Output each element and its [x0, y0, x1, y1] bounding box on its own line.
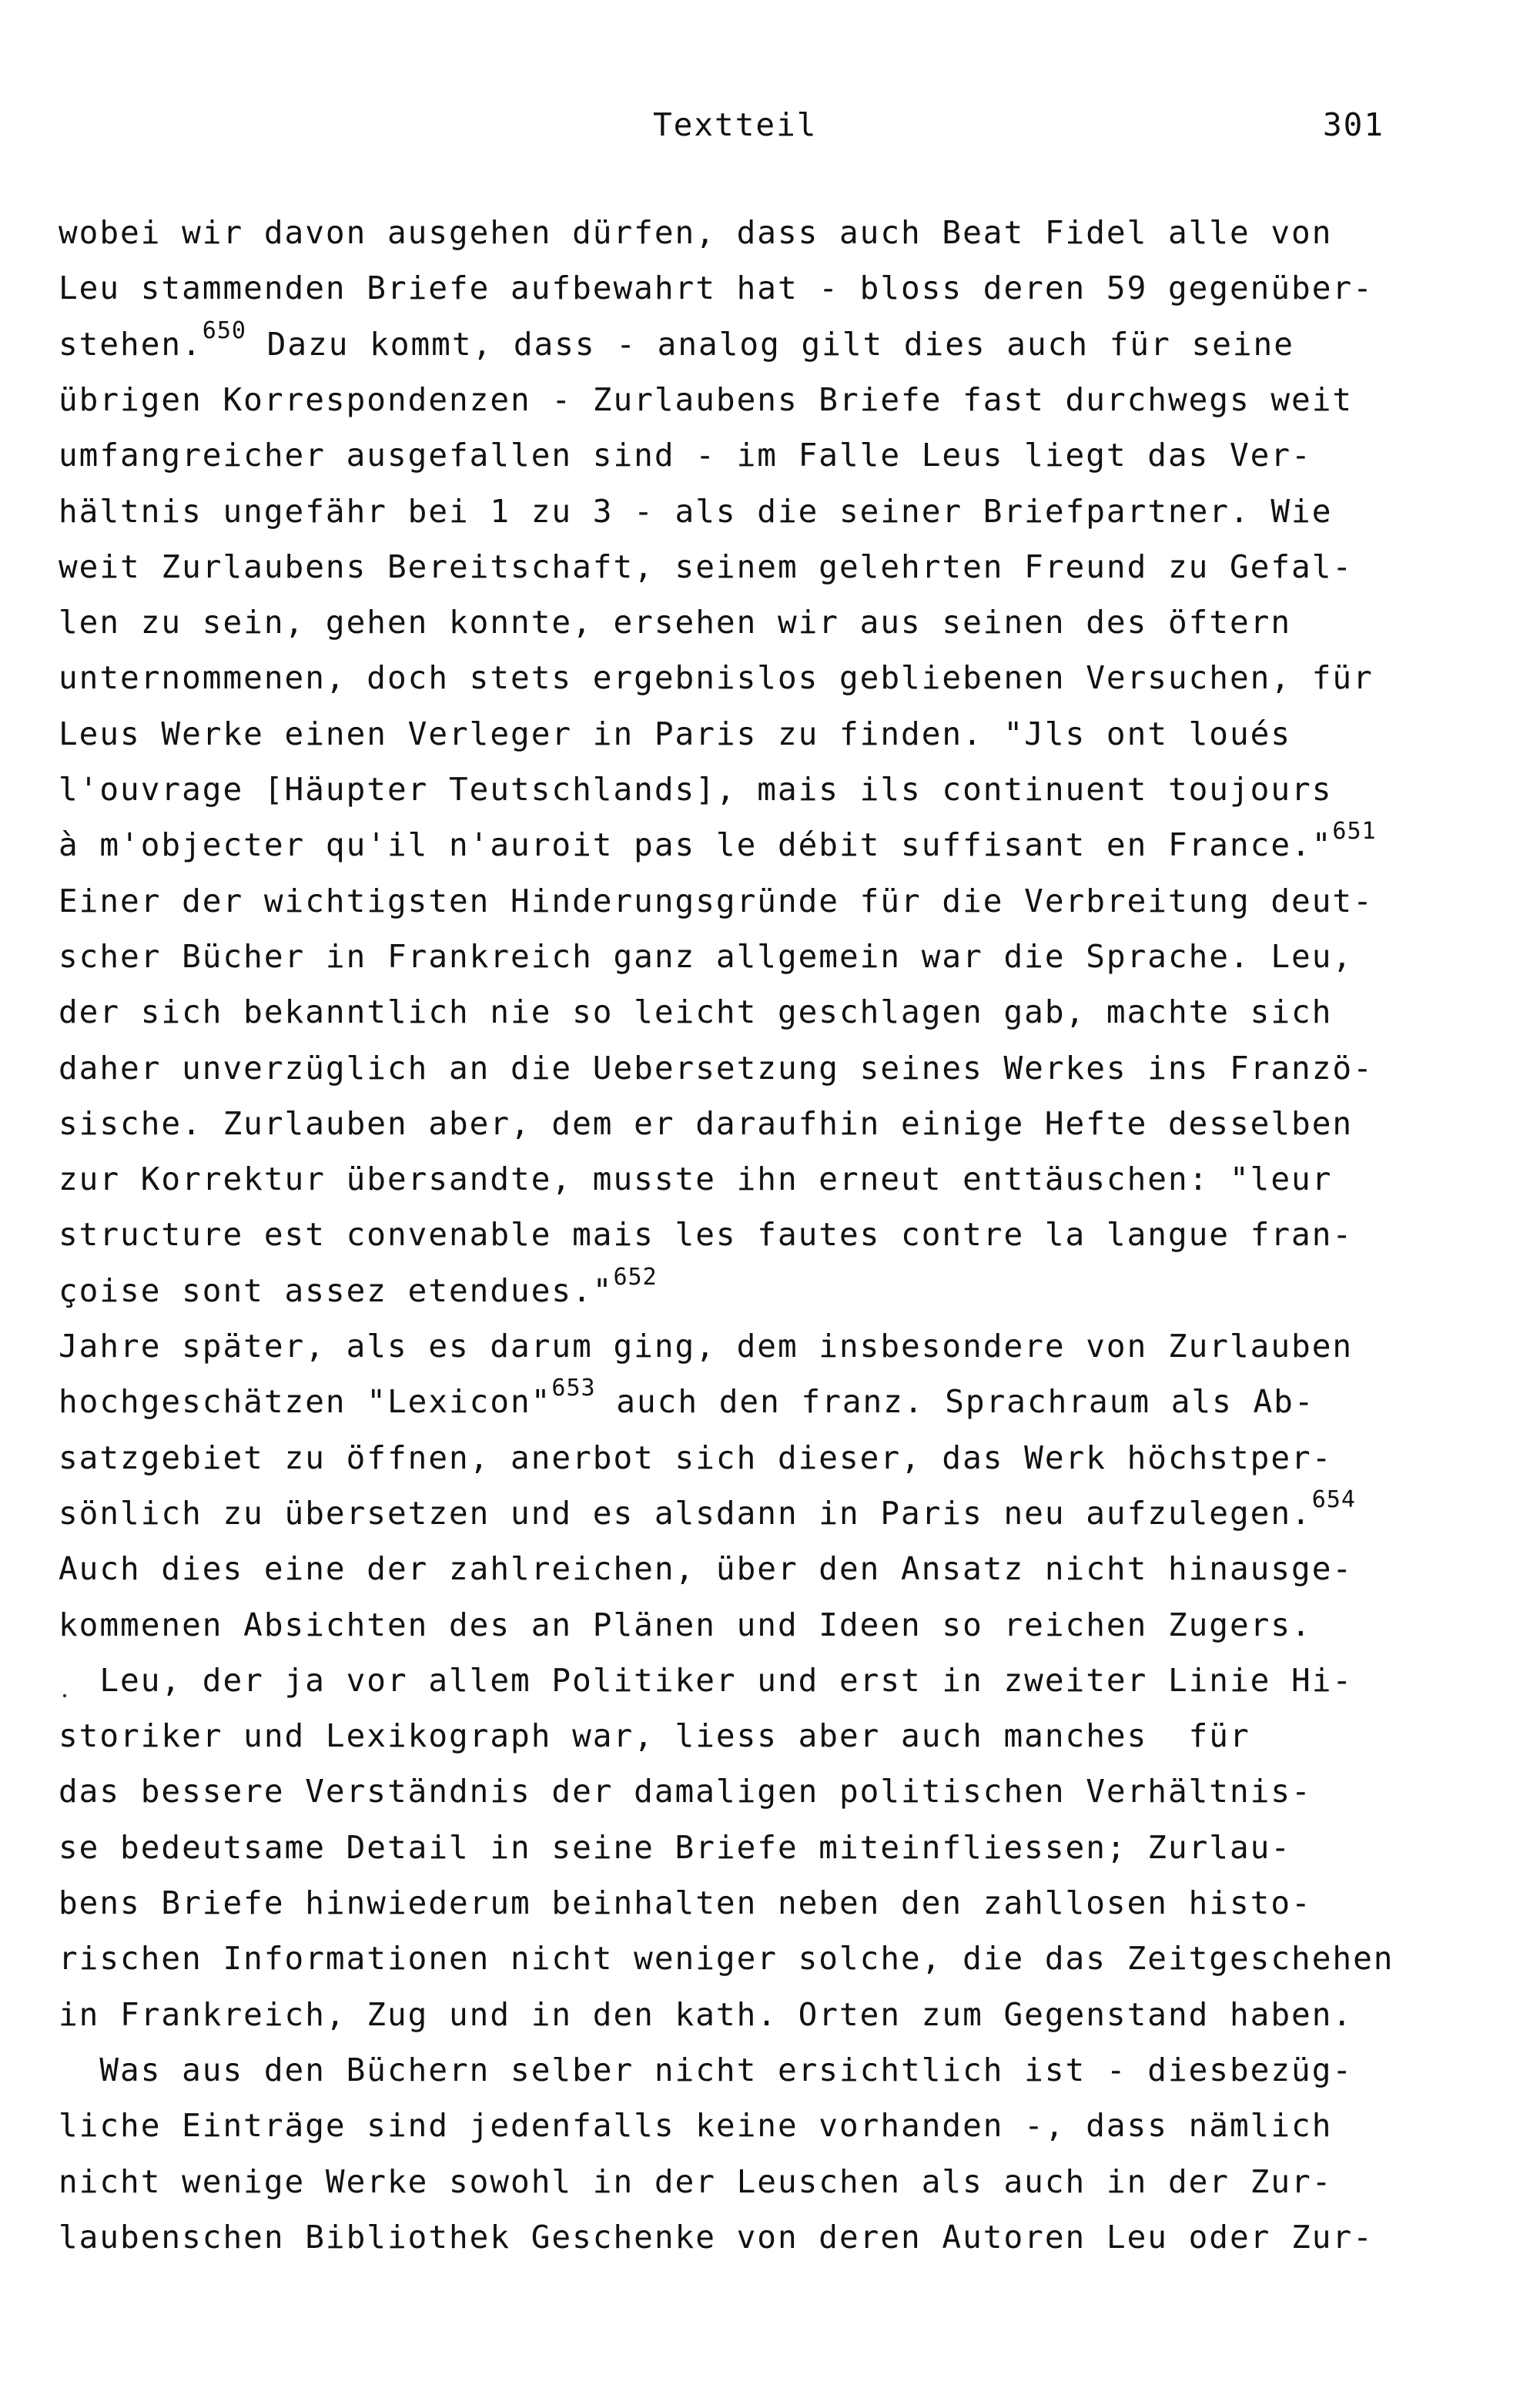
text-line — [59, 1606, 1312, 1643]
line-text: hochgeschätzen "Lexicon" — [59, 1383, 552, 1420]
text-line — [59, 818, 1377, 863]
text-line — [59, 317, 1294, 363]
text-line — [59, 1328, 1354, 1365]
text-line — [59, 1940, 1394, 1977]
footnote-marker: 653 — [551, 1375, 596, 1402]
text-line — [59, 1375, 1315, 1420]
text-line — [59, 1717, 1250, 1754]
line-text: çoise sont assez etendues." — [59, 1272, 614, 1309]
text-line — [59, 1264, 658, 1309]
line-text: Jahre später, als es darum ging, dem insbesondere von Zurlauben — [59, 1328, 1354, 1365]
line-text: wobei wir davon ausgehen dürfen, dass auch Beat Fidel alle von — [59, 214, 1333, 251]
text-line — [59, 1550, 1354, 1587]
text-line — [59, 214, 1333, 251]
line-text: hältnis ungefähr bei 1 zu 3 - als die seiner Briefpartner. Wie — [59, 493, 1333, 530]
line-text: Einer der wichtigsten Hinderungsgründe für die Verbreitung deut- — [59, 883, 1374, 919]
text-line — [59, 2107, 1333, 2144]
line-text: Leus Werke einen Verleger in Paris zu finden. "Jls ont loués — [59, 715, 1292, 752]
line-text: laubenschen Bibliothek Geschenke von deren Autoren Leu oder Zur- — [59, 2219, 1374, 2256]
text-line — [59, 2219, 1374, 2256]
running-title: Textteil — [653, 106, 818, 143]
footnote-marker: 650 — [202, 317, 246, 344]
line-text: liche Einträge sind jedenfalls keine vorhanden -, dass nämlich — [59, 2107, 1333, 2144]
text-line — [59, 715, 1292, 752]
line-text: stehen. — [59, 326, 203, 363]
line-text: in Frankreich, Zug und in den kath. Orten zum Gegenstand haben. — [59, 1996, 1354, 2033]
line-text: weit Zurlaubens Bereitschaft, seinem gelehrten Freund zu Gefal- — [59, 548, 1354, 585]
text-line — [59, 493, 1333, 530]
text-line — [59, 1829, 1292, 1866]
line-text: Leu, der ja vor allem Politiker und erst in zweiter Linie Hi- — [59, 1662, 1354, 1699]
line-text: kommenen Absichten des an Plänen und Ideen so reichen Zugers. — [59, 1606, 1312, 1643]
line-text: übrigen Korrespondenzen - Zurlaubens Briefe fast durchwegs weit — [59, 381, 1354, 418]
line-text: daher unverzüglich an die Uebersetzung seines Werkes ins Franzö- — [59, 1050, 1374, 1087]
text-line — [59, 437, 1312, 474]
text-line — [59, 659, 1374, 696]
line-text: l'ouvrage [Häupter Teutschlands], mais ils continuent toujours — [59, 771, 1333, 808]
text-line — [59, 883, 1374, 919]
text-line — [59, 1050, 1374, 1087]
line-text: se bedeutsame Detail in seine Briefe miteinfliessen; Zurlau- — [59, 1829, 1292, 1866]
text-line — [59, 993, 1333, 1030]
text-line — [59, 548, 1354, 585]
text-line — [59, 1161, 1333, 1198]
line-text: storiker und Lexikograph war, liess aber auch manches für — [59, 1717, 1250, 1754]
line-text: satzgebiet zu öffnen, anerbot sich dieser, das Werk höchstper- — [59, 1439, 1333, 1476]
line-text: unternommenen, doch stets ergebnislos gebliebenen Versuchen, für — [59, 659, 1374, 696]
line-text: sische. Zurlauben aber, dem er daraufhin einige Hefte desselben — [59, 1105, 1354, 1142]
page-number: 301 — [1323, 106, 1385, 143]
line-text: rischen Informationen nicht weniger solche, die das Zeitgeschehen — [59, 1940, 1394, 1977]
line-text: len zu sein, gehen konnte, ersehen wir aus seinen des öftern — [59, 604, 1292, 641]
footnote-marker: 654 — [1311, 1486, 1356, 1513]
line-text: Leu stammenden Briefe aufbewahrt hat - bloss deren 59 gegenüber- — [59, 270, 1374, 306]
line-text: zur Korrektur übersandte, musste ihn erneut enttäuschen: "leur — [59, 1161, 1333, 1198]
line-text: à m'objecter qu'il n'auroit pas le débit suffisant en France." — [59, 826, 1333, 863]
text-line — [59, 381, 1354, 418]
text-line — [59, 2052, 1354, 2089]
line-text: das bessere Verständnis der damaligen politischen Verhältnis- — [59, 1773, 1312, 1810]
text-line — [59, 270, 1374, 306]
text-line — [59, 1439, 1333, 1476]
footnote-marker: 652 — [613, 1264, 658, 1291]
text-line — [59, 771, 1333, 808]
text-line — [59, 1216, 1354, 1253]
text-line — [59, 1105, 1354, 1142]
line-text: bens Briefe hinwiederum beinhalten neben den zahllosen histo- — [59, 1884, 1312, 1921]
line-text: scher Bücher in Frankreich ganz allgemein war die Sprache. Leu, — [59, 938, 1354, 975]
line-text: umfangreicher ausgefallen sind - im Falle Leus liegt das Ver- — [59, 437, 1312, 474]
text-line — [59, 938, 1354, 975]
footnote-marker: 651 — [1332, 818, 1377, 845]
text-line — [59, 1773, 1312, 1810]
line-text: Auch dies eine der zahlreichen, über den Ansatz nicht hinausge- — [59, 1550, 1354, 1587]
line-text-continued: Dazu kommt, dass - analog gilt dies auch für seine — [246, 326, 1294, 363]
text-line — [59, 1884, 1312, 1921]
line-text: nicht wenige Werke sowohl in der Leuschen als auch in der Zur- — [59, 2163, 1333, 2200]
line-text: structure est convenable mais les fautes contre la langue fran- — [59, 1216, 1354, 1253]
text-line — [59, 1996, 1354, 2033]
text-line — [59, 1486, 1356, 1532]
line-text-continued: auch den franz. Sprachraum als Ab- — [595, 1383, 1315, 1420]
text-line — [59, 604, 1292, 641]
line-text: Was aus den Büchern selber nicht ersichtlich ist - diesbezüg- — [59, 2052, 1354, 2089]
text-line — [59, 2163, 1333, 2200]
line-text: der sich bekanntlich nie so leicht geschlagen gab, machte sich — [59, 993, 1333, 1030]
text-line — [59, 1662, 1354, 1699]
line-text: sönlich zu übersetzen und es alsdann in Paris neu aufzulegen. — [59, 1495, 1312, 1532]
